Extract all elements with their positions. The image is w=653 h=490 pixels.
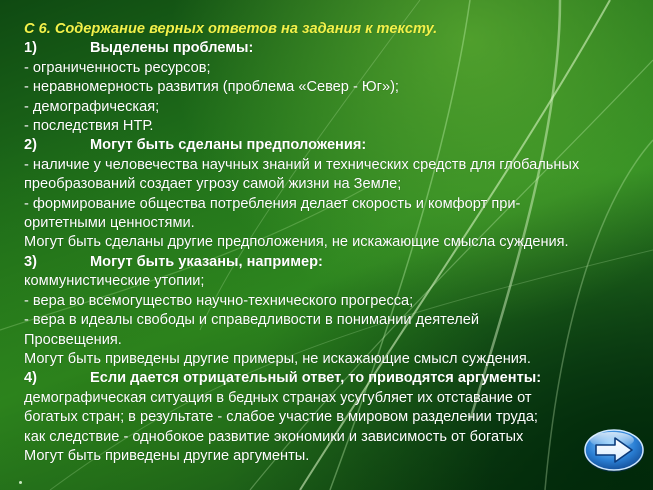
arrow-right-icon [582,428,646,474]
list-item: богатых стран; в результате - слабое участие в мировом разделении труда; [24,409,538,426]
list-item: - вера во всемогущество научно-технического прогресса; [24,292,414,309]
list-item: Могут быть приведены другие примеры, не искажающие смысл суждения. [24,350,531,367]
section-3-heading [24,253,649,272]
section-1-number: 1) [24,40,37,57]
section-2-heading [24,136,649,155]
list-item: Могут быть приведены другие аргументы. [24,447,310,464]
list-item: - неравномерность развития (проблема «Север - Юг»); [24,79,399,96]
list-item: коммунистические утопии; [24,273,205,290]
section-2-number: 2) [24,137,37,154]
slide-content [24,20,649,466]
list-item: Могут быть сделаны другие предположения, не искажающие смысла суждения. [24,234,569,251]
list-item: как следствие - однобокое развитие экономики и зависимость от богатых [24,428,524,445]
slide-title: С 6. Содержание верных ответов на задания к тексту. [24,21,438,37]
decorative-dot [19,481,22,484]
list-item: - последствия НТР. [24,118,154,135]
list-item: - ограниченность ресурсов; [24,59,211,76]
list-item: - наличие у человечества научных знаний и технических средств для глобальных [24,156,580,173]
list-item: - формирование общества потребления делает скорость и комфорт при- [24,195,521,212]
list-item: демографическая ситуация в бедных странах усугубляет их отставание от [24,389,532,406]
section-4-heading-text: Если дается отрицательный ответ, то приводятся аргументы: [90,370,542,387]
list-item: - вера в идеалы свободы и справедливости в понимании деятелей [24,312,480,329]
next-slide-button[interactable] [582,428,646,474]
list-item: Просвещения. [24,331,122,348]
list-item: оритетными ценностями. [24,215,195,232]
list-item: преобразований создает угрозу самой жизни на Земле; [24,176,402,193]
section-2-heading-text: Могут быть сделаны предположения: [90,137,367,154]
section-4-number: 4) [24,370,37,387]
section-3-number: 3) [24,253,37,270]
list-item: - демографическая; [24,98,160,115]
section-3-heading-text: Могут быть указаны, например: [90,253,323,270]
section-4-heading [24,369,649,388]
section-1-heading-text: Выделены проблемы: [90,40,254,57]
section-1-heading [24,39,649,58]
